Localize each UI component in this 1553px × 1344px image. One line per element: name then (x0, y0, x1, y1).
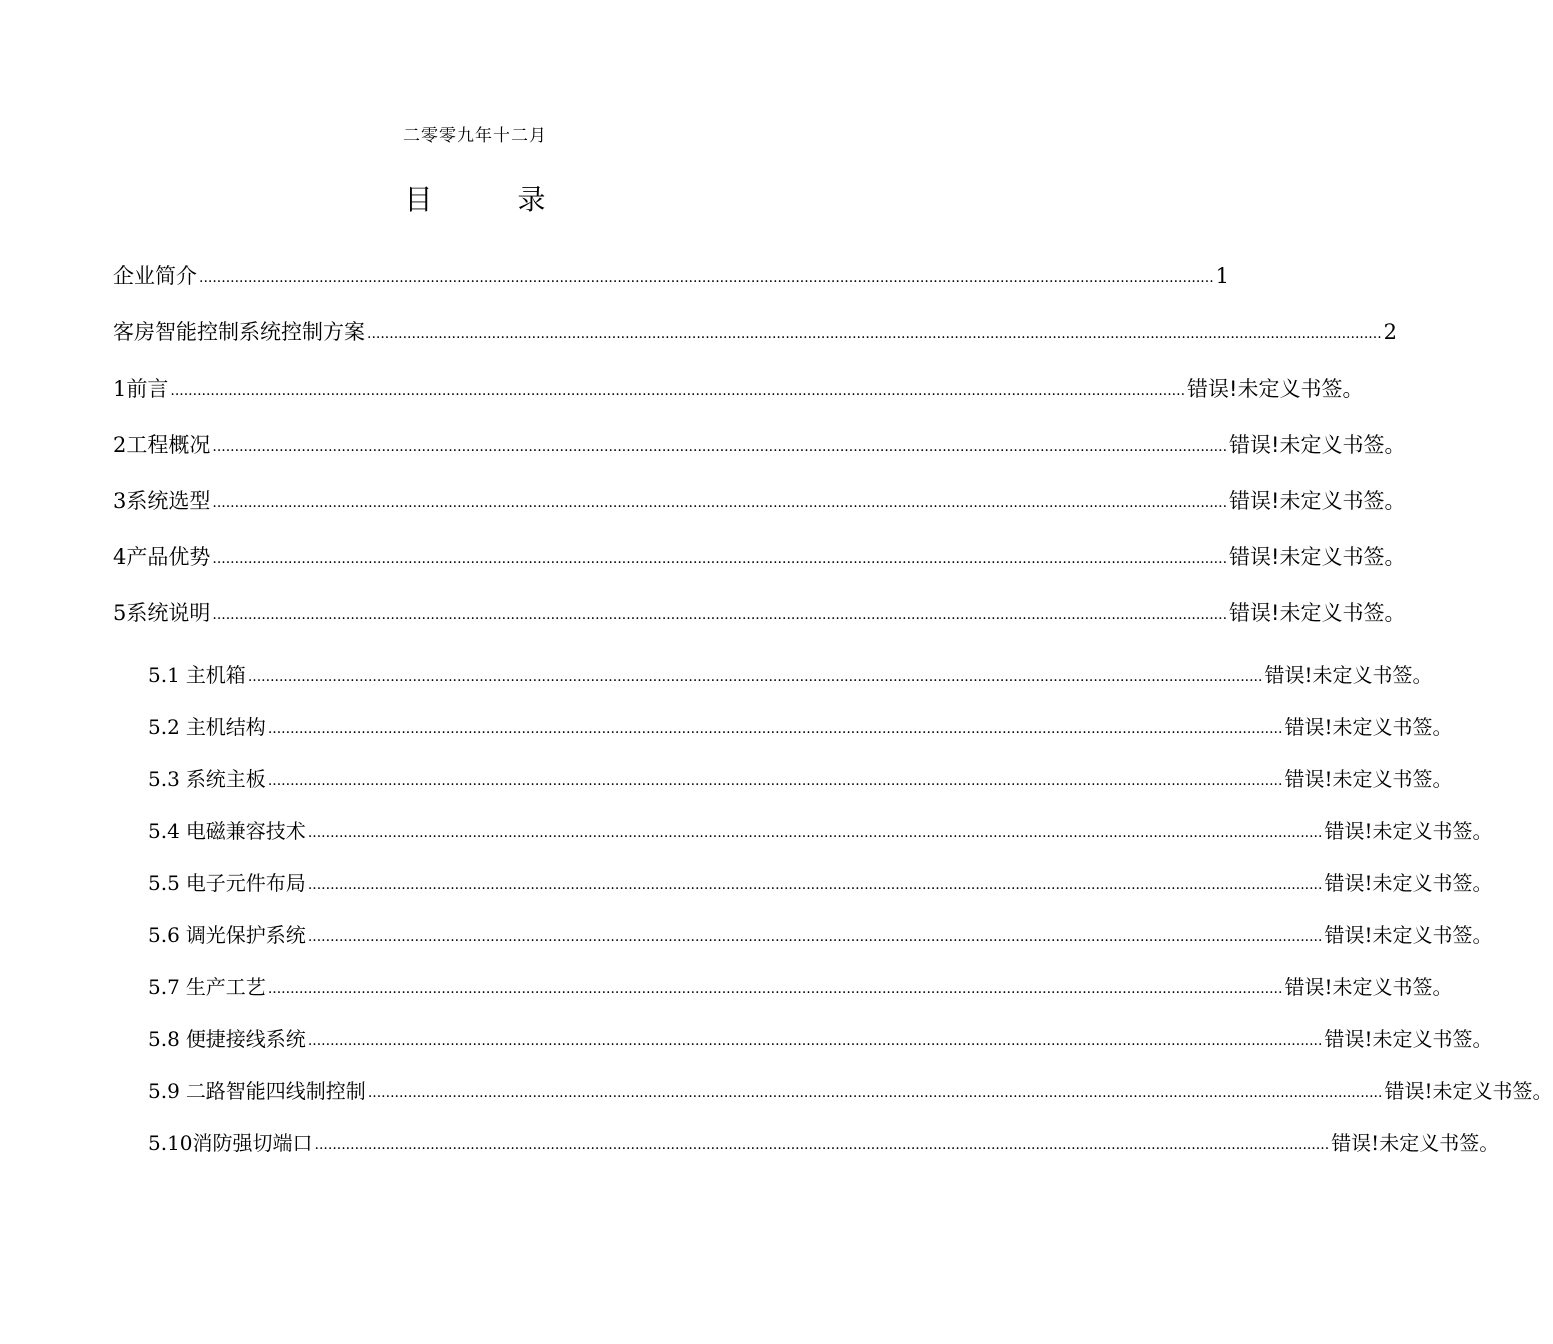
toc-dot-leader: .................................................................................................................................................................................................................................... (307, 877, 1323, 893)
toc-dot-leader: .................................................................................................................................................................................................................................... (212, 495, 1228, 511)
toc-entry-label: 生产工艺 (185, 975, 266, 999)
toc-entry-label: 客房智能控制系统控制方案 (113, 320, 365, 344)
toc-entry-page: 错误!未定义书签。 (1229, 489, 1406, 513)
toc-dot-leader: .................................................................................................................................................................................................................................... (212, 551, 1228, 567)
toc-dot-leader: .................................................................................................................................................................................................................................... (367, 326, 1382, 342)
toc-entry-page: 错误!未定义书签。 (1229, 545, 1406, 569)
toc-entry[interactable] (113, 489, 1406, 513)
toc-entry[interactable] (148, 923, 1493, 947)
toc-dot-leader: .................................................................................................................................................................................................................................... (267, 721, 1283, 737)
toc-entry[interactable] (148, 871, 1493, 895)
toc-entry-number: 5 (113, 601, 127, 625)
toc-entry[interactable] (148, 975, 1453, 999)
toc-entry[interactable] (148, 819, 1493, 843)
document-date: 二零零九年十二月 (403, 126, 547, 146)
toc-entry[interactable] (113, 545, 1406, 569)
toc-entry[interactable] (148, 1131, 1500, 1155)
toc-entry-page: 错误!未定义书签。 (1229, 433, 1406, 457)
toc-dot-leader: .................................................................................................................................................................................................................................... (212, 607, 1228, 623)
toc-entry-label: 产品优势 (126, 545, 211, 569)
toc-entry-label: 调光保护系统 (185, 923, 306, 947)
toc-entry[interactable] (148, 715, 1453, 739)
toc-entry-label: 工程概况 (126, 433, 211, 457)
toc-dot-leader: .................................................................................................................................................................................................................................... (267, 773, 1283, 789)
toc-entry[interactable] (148, 1079, 1553, 1103)
toc-entry-page: 错误!未定义书签。 (1284, 715, 1453, 739)
toc-entry-page: 错误!未定义书签。 (1384, 1079, 1553, 1103)
toc-entry-number: 3 (113, 489, 127, 513)
toc-entry[interactable] (113, 601, 1406, 625)
toc-entry[interactable] (113, 433, 1406, 457)
toc-entry-number: 5.10 (148, 1131, 193, 1155)
toc-dot-leader: .................................................................................................................................................................................................................................... (199, 270, 1214, 286)
toc-entry-number: 4 (113, 545, 127, 569)
toc-entry[interactable] (148, 767, 1453, 791)
toc-dot-leader: .................................................................................................................................................................................................................................... (314, 1137, 1330, 1153)
toc-dot-leader: .................................................................................................................................................................................................................................... (307, 929, 1323, 945)
toc-entry[interactable] (148, 1027, 1493, 1051)
toc-entry-number: 5.6 (148, 923, 180, 947)
toc-dot-leader: .................................................................................................................................................................................................................................... (307, 825, 1323, 841)
toc-entry-page: 1 (1215, 264, 1230, 288)
toc-dot-leader: .................................................................................................................................................................................................................................... (170, 383, 1186, 399)
toc-entry-page: 错误!未定义书签。 (1331, 1131, 1500, 1155)
toc-dot-leader: .................................................................................................................................................................................................................................... (212, 439, 1228, 455)
toc-entry[interactable] (113, 377, 1364, 401)
toc-dot-leader: .................................................................................................................................................................................................................................... (247, 669, 1263, 685)
toc-entry-page: 错误!未定义书签。 (1284, 975, 1453, 999)
toc-entry-page: 错误!未定义书签。 (1229, 601, 1406, 625)
toc-entry-number: 5.1 (148, 663, 180, 687)
toc-entry-page: 错误!未定义书签。 (1284, 767, 1453, 791)
toc-entry-label: 前言 (126, 377, 169, 401)
toc-entry-number: 1 (113, 377, 127, 401)
toc-entry-label: 便捷接线系统 (185, 1027, 306, 1051)
toc-entry-label: 企业简介 (113, 264, 197, 288)
toc-entry-label: 消防强切端口 (192, 1131, 313, 1155)
toc-entry-number: 5.4 (148, 819, 180, 843)
toc-entry-label: 系统说明 (126, 601, 211, 625)
toc-dot-leader: .................................................................................................................................................................................................................................... (307, 1033, 1323, 1049)
toc-title: 目 录 (404, 183, 584, 216)
toc-entry-page: 2 (1383, 320, 1398, 344)
toc-entry[interactable] (113, 320, 1398, 344)
toc-entry-label: 主机箱 (185, 663, 246, 687)
toc-entry-page: 错误!未定义书签。 (1324, 923, 1493, 947)
toc-entry-page: 错误!未定义书签。 (1324, 871, 1493, 895)
toc-entry-label: 电子元件布局 (185, 871, 306, 895)
toc-entry-number: 5.2 (148, 715, 180, 739)
toc-entry-label: 主机结构 (185, 715, 266, 739)
toc-entry-number: 5.7 (148, 975, 180, 999)
toc-dot-leader: .................................................................................................................................................................................................................................... (267, 981, 1283, 997)
toc-entry-label: 二路智能四线制控制 (185, 1079, 366, 1103)
toc-entry-page: 错误!未定义书签。 (1324, 819, 1493, 843)
toc-entry[interactable] (113, 264, 1230, 288)
toc-entry-page: 错误!未定义书签。 (1264, 663, 1433, 687)
toc-dot-leader: .................................................................................................................................................................................................................................... (367, 1085, 1383, 1101)
toc-entry-page: 错误!未定义书签。 (1324, 1027, 1493, 1051)
toc-entry-number: 5.5 (148, 871, 180, 895)
toc-entry-label: 系统主板 (185, 767, 266, 791)
toc-entry-label: 电磁兼容技术 (185, 819, 306, 843)
toc-entry-number: 5.8 (148, 1027, 180, 1051)
toc-entry-label: 系统选型 (126, 489, 211, 513)
toc-entry-number: 5.9 (148, 1079, 180, 1103)
toc-entry-number: 2 (113, 433, 127, 457)
toc-entry-number: 5.3 (148, 767, 180, 791)
toc-entry-page: 错误!未定义书签。 (1187, 377, 1364, 401)
toc-entry[interactable] (148, 663, 1433, 687)
